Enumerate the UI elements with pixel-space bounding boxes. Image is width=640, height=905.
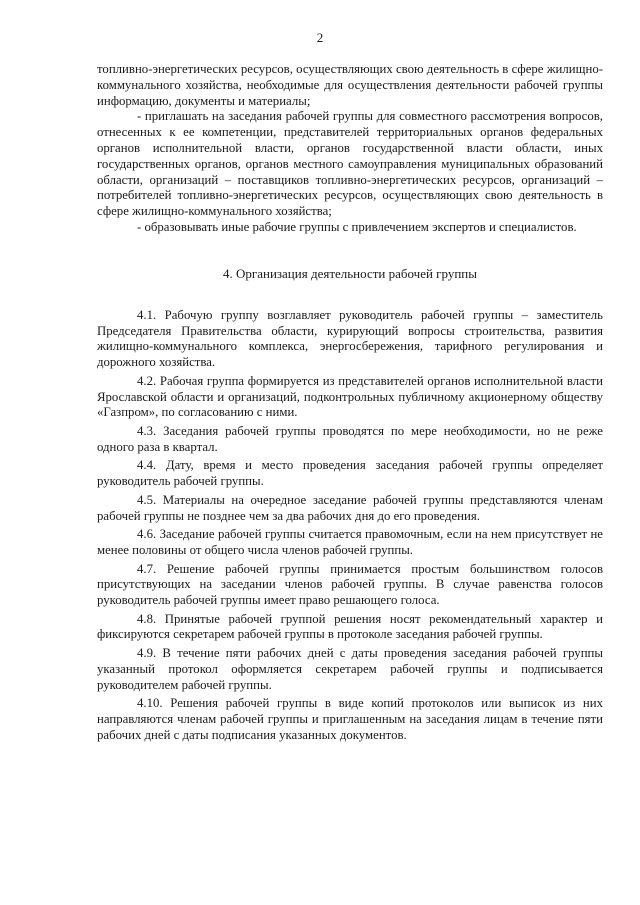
clause-4-9: 4.9. В течение пяти рабочих дней с даты проведения заседания рабочей группы указанный протокол оформляется секретарем рабочей группы и подписывается руководителем рабочей группы. bbox=[97, 646, 603, 692]
clause-4-4: 4.4. Дату, время и место проведения заседания рабочей группы определяет руководитель рабочей группы. bbox=[97, 458, 603, 489]
invite-list-item: - приглашать на заседания рабочей группы для совместного рассмотрения вопросов, отнесенных к ее компетенции, представителей территориальных органов федеральных органов исполнительной власти, органов государственной власти области, иных государственных органов, органов местного самоуправления муниципальных образований области, организаций – поставщиков топливно-энергетических ресурсов, организаций – потребителей топливно-энергетических ресурсов, осуществляющих свою деятельность в сфере жилищно-коммунального хозяйства; bbox=[97, 109, 603, 219]
clause-4-7: 4.7. Решение рабочей группы принимается простым большинством голосов присутствующих на заседании членов рабочей группы. В случае равенства голосов руководитель рабочей группы имеет право решающего голоса. bbox=[97, 561, 603, 608]
form-groups-list-item: - образовывать иные рабочие группы с привлечением экспертов и специалистов. bbox=[137, 219, 577, 234]
document-body bbox=[97, 62, 603, 744]
continuation-paragraph: топливно-энергетических ресурсов, осуществляющих свою деятельность в сфере жилищно-коммунального хозяйства, необходимые для осуществления деятельности рабочей группы информацию, документы и материалы; bbox=[97, 62, 603, 108]
section-heading: 4. Организация деятельности рабочей группы bbox=[223, 265, 477, 281]
clause-4-6: 4.6. Заседание рабочей группы считается правомочным, если на нем присутствует не менее половины от общего числа членов рабочей группы. bbox=[97, 527, 603, 557]
clause-4-1: 4.1. Рабочую группу возглавляет руководитель рабочей группы – заместитель Председателя Правительства области, курирующий вопросы строительства, развития жилищно-коммунального комплекса, энергосбережения, тарифного регулирования и дорожного хозяйства. bbox=[97, 307, 603, 370]
clause-4-10: 4.10. Решения рабочей группы в виде копий протоколов или выписок из них направляются членам рабочей группы и приглашенным на заседания лицам в течение пяти рабочих дней с даты подписания указанных документов. bbox=[97, 696, 603, 742]
clause-4-5: 4.5. Материалы на очередное заседание рабочей группы представляются членам рабочей группы не позднее чем за два рабочих дня до его проведения. bbox=[97, 492, 603, 523]
clause-4-8: 4.8. Принятые рабочей группой решения носят рекомендательный характер и фиксируются секретарем рабочей группы в протоколе заседания рабочей группы. bbox=[97, 611, 603, 642]
clause-4-2: 4.2. Рабочая группа формируется из представителей органов исполнительной власти Ярославской области и организаций, подконтрольных публичному акционерному обществу «Газпром», по согласованию с ними. bbox=[97, 373, 603, 420]
page-number: 2 bbox=[316, 30, 324, 45]
clause-4-3: 4.3. Заседания рабочей группы проводятся по мере необходимости, но не реже одного раза в квартал. bbox=[97, 423, 603, 454]
